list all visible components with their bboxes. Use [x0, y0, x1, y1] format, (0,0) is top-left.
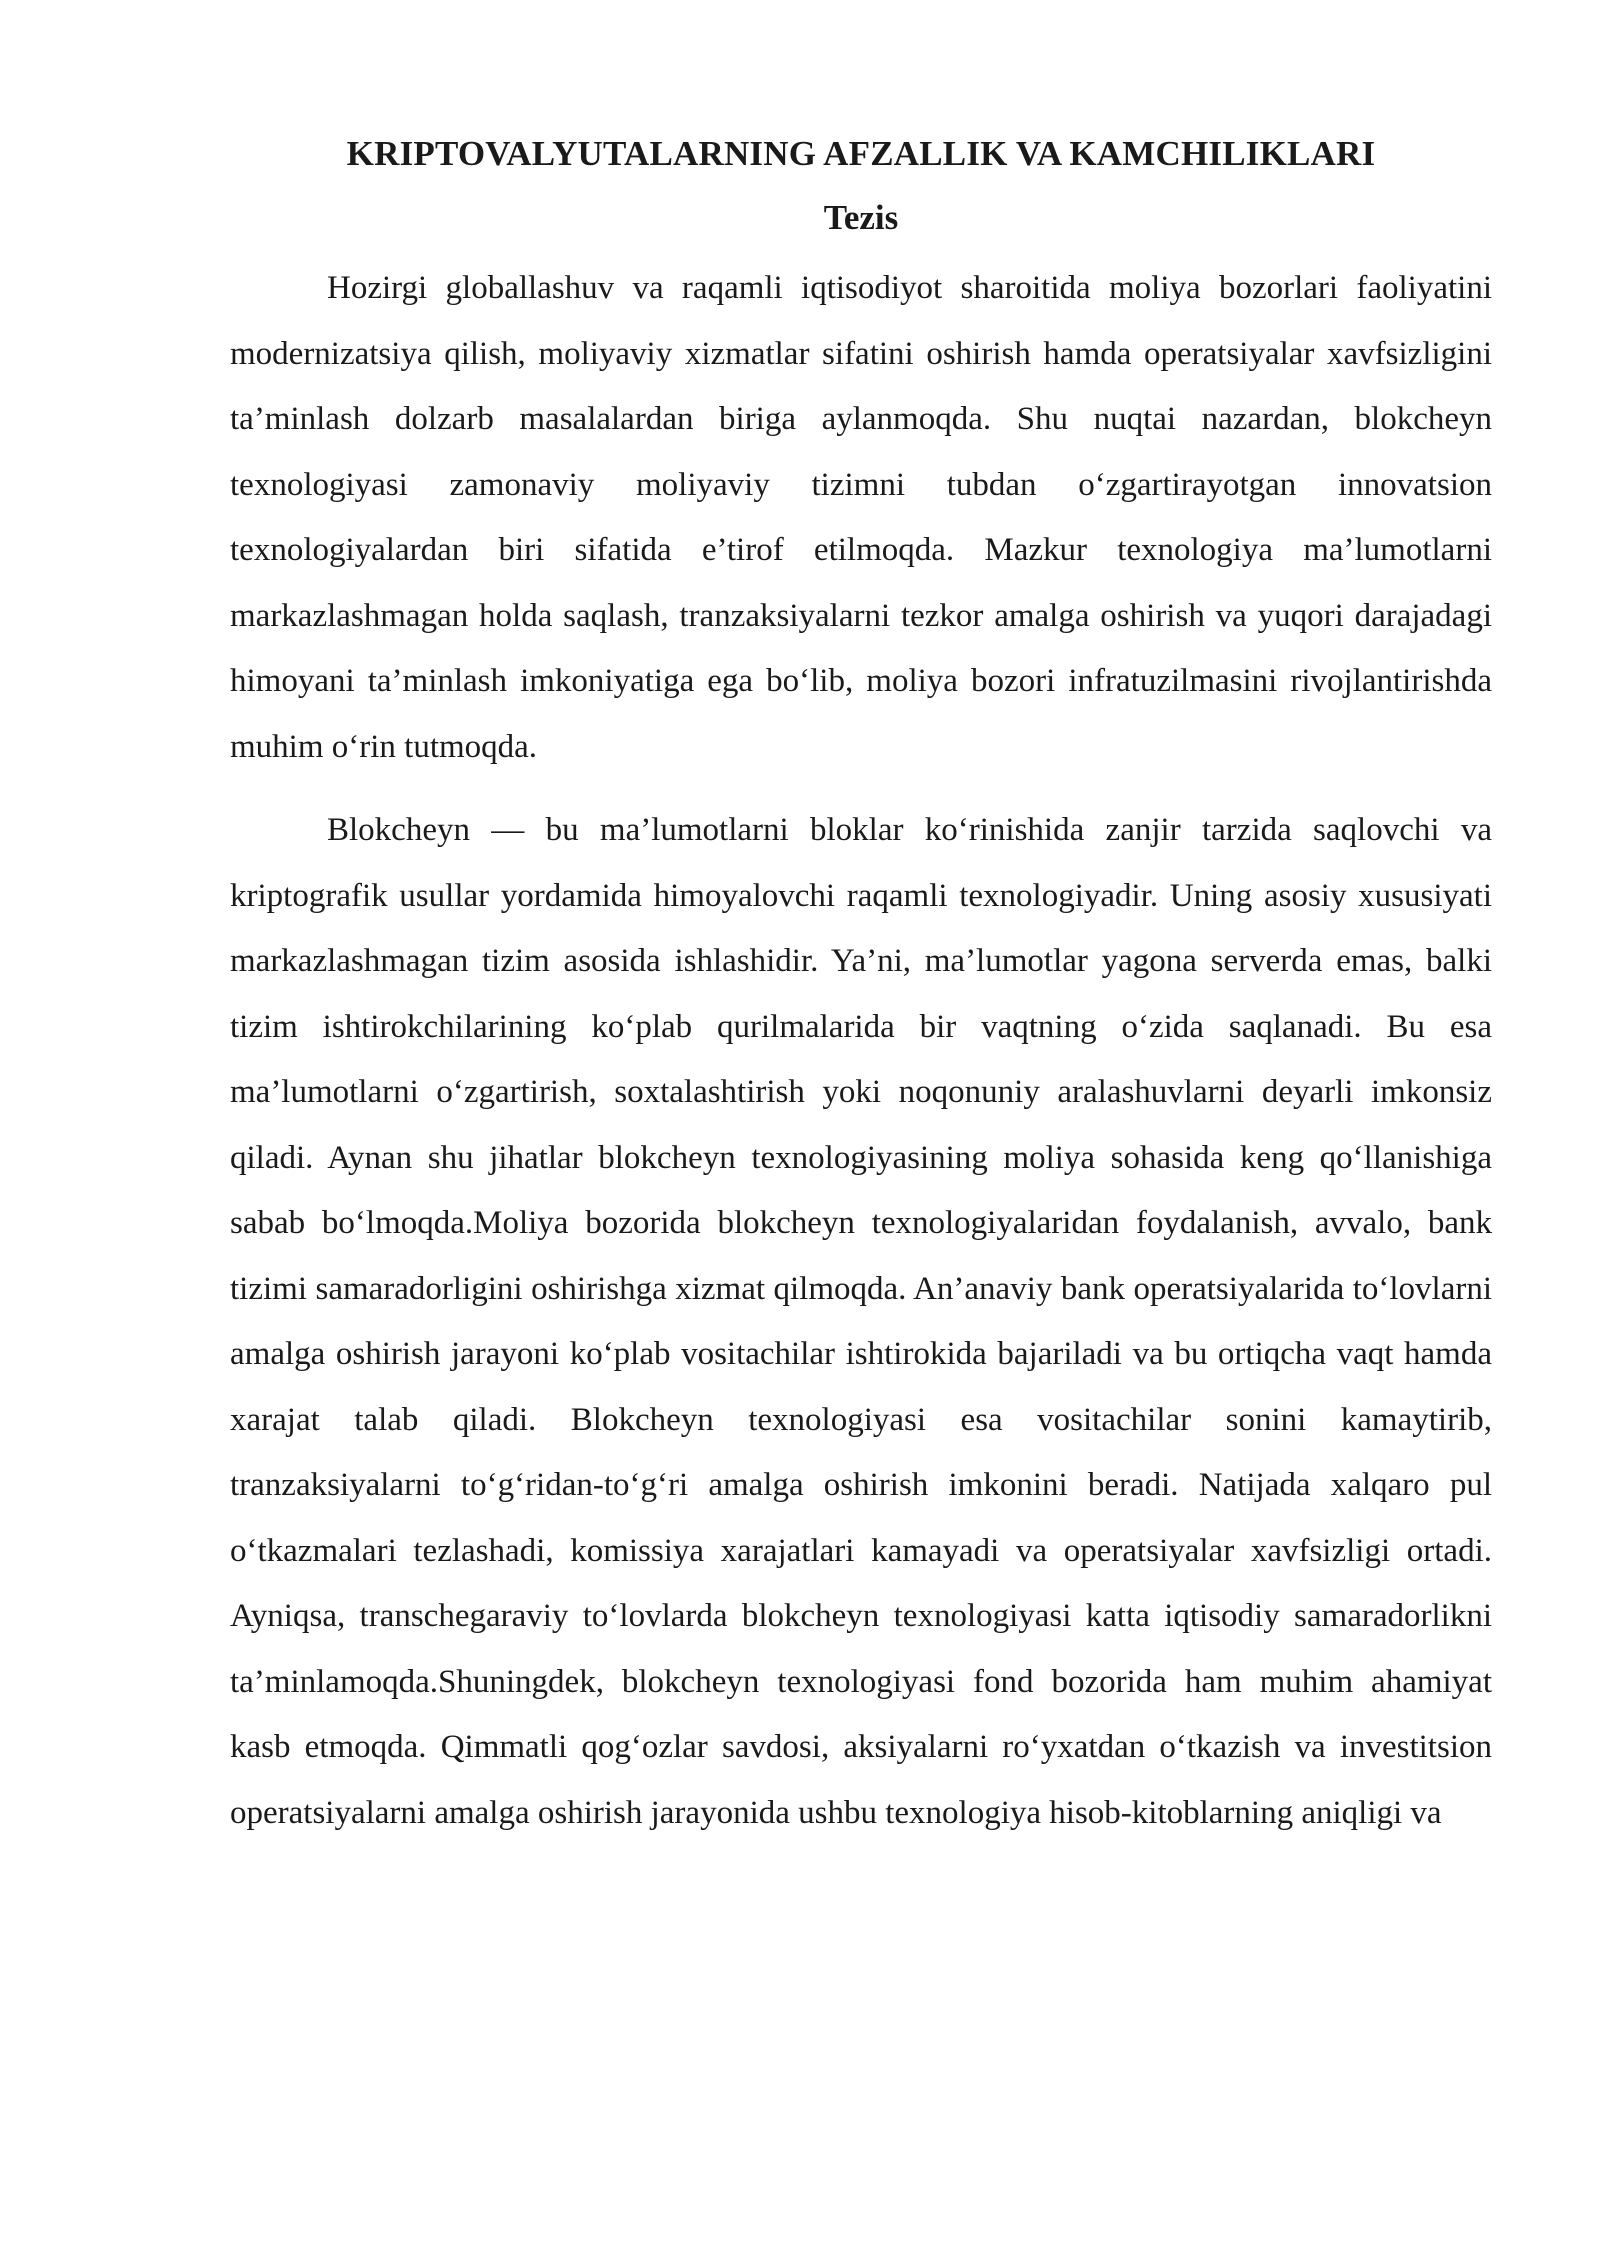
paragraph-2: Blokcheyn — bu ma’lumotlarni bloklar ko‘rinishida zanjir tarzida saqlovchi va kriptografik usullar yordamida himoyalovchi raqamli texnologiyadir. Uning asosiy xususiyati markazlashmagan tizim asosida ishlashidir. Ya’ni, ma’lumotlar yagona serverda emas, balki tizim ishtirokchilarining ko‘plab qurilmalarida bir vaqtning o‘zida saqlanadi. Bu esa ma’lumotlarni o‘zgartirish, soxtalashtirish yoki noqonuniy aralashuvlarni deyarli imkonsiz qiladi. Aynan shu jihatlar blokcheyn texnologiyasining moliya sohasida keng qo‘llanishiga sabab bo‘lmoqda.Moliya bozorida blokcheyn texnologiyalaridan foydalanish, avvalo, bank tizimi samaradorligini oshirishga xizmat qilmoqda. An’anaviy bank operatsiyalarida to‘lovlarni amalga oshirish jarayoni ko‘plab vositachilar ishtirokida bajariladi va bu ortiqcha vaqt hamda xarajat talab qiladi. Blokcheyn texnologiyasi esa vositachilar sonini kamaytirib, tranzaksiyalarni to‘g‘ridan-to‘g‘ri amalga oshirish imkonini beradi. Natijada xalqaro pul o‘tkazmalari tezlashadi, komissiya xarajatlari kamayadi va operatsiyalar xavfsizligi ortadi. Ayniqsa, transchegaraviy to‘lovlarda blokcheyn texnologiyasi katta iqtisodiy samaradorlikni ta’minlamoqda.Shuningdek, blokcheyn texnologiyasi fond bozorida ham muhim ahamiyat kasb etmoqda. Qimmatli qog‘ozlar savdosi, aksiyalarni ro‘yxatdan o‘tkazish va investitsion operatsiyalarni amalga oshirish jarayonida ushbu texnologiya hisob-kitoblarning aniqligi va — [230, 812, 1492, 1831]
paragraph-1: Hozirgi globallashuv va raqamli iqtisodiyot sharoitida moliya bozorlari faoliyatini modernizatsiya qilish, moliyaviy xizmatlar sifatini oshirish hamda operatsiyalar xavfsizligini ta’minlash dolzarb masalalardan biriga aylanmoqda. Shu nuqtai nazardan, blokcheyn texnologiyasi zamonaviy moliyaviy tizimni tubdan o‘zgartirayotgan innovatsion texnologiyalardan biri sifatida e’tirof etilmoqda. Mazkur texnologiya ma’lumotlarni markazlashmagan holda saqlash, tranzaksiyalarni tezkor amalga oshirish va yuqori darajadagi himoyani ta’minlash imkoniyatiga ega bo‘lib, moliya bozori infratuzilmasini rivojlantirishda muhim o‘rin tutmoqda. — [230, 270, 1492, 765]
document-title: KRIPTOVALYUTALARNING AFZALLIK VA KAMCHILIKLARI — [346, 134, 1376, 173]
document-subtitle: Tezis — [823, 198, 899, 237]
document-page — [230, 130, 1492, 1846]
